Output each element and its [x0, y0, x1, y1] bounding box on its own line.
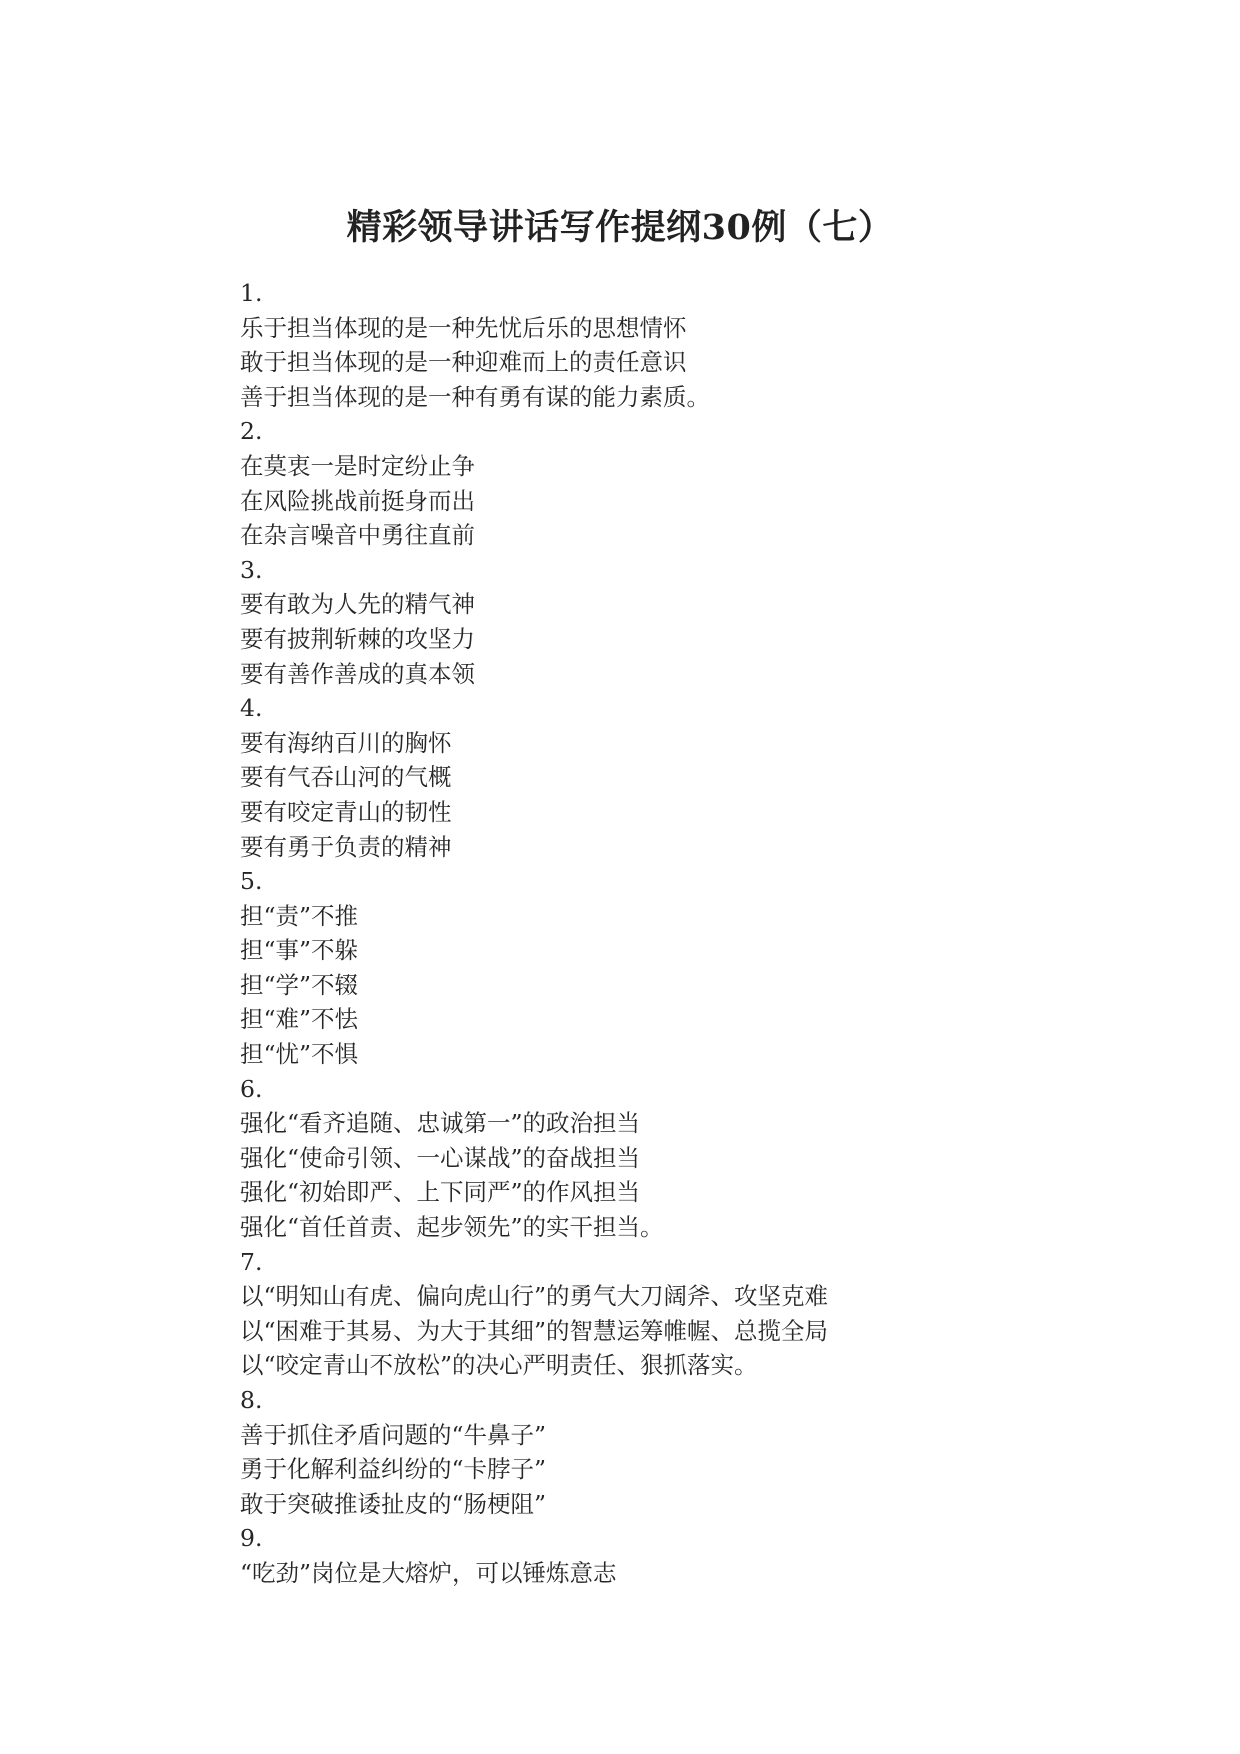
text-line: 要有气吞山河的气概 [240, 763, 452, 792]
text-line: 强化“首任首责、起步领先”的实干担当。 [240, 1213, 664, 1242]
text-line: 担“学”不辍 [240, 970, 359, 999]
text-line: 要有敢为人先的精气神 [240, 590, 475, 619]
text-line: 勇于化解利益纠纷的“卡脖子” [240, 1455, 547, 1484]
text-line: 以“咬定青山不放松”的决心严明责任、狠抓落实。 [240, 1351, 758, 1380]
section-number: 7. [240, 1247, 263, 1276]
text-line: 要有勇于负责的精神 [240, 832, 452, 861]
text-line: 要有善作善成的真本领 [240, 659, 475, 688]
text-line: 强化“使命引领、一心谋战”的奋战担当 [240, 1143, 641, 1172]
text-line: 在莫衷一是时定纷止争 [240, 451, 475, 480]
text-line: 担“难”不怯 [240, 1005, 359, 1034]
text-line: 敢于突破推诿扯皮的“肠梗阻” [240, 1489, 547, 1518]
text-line: 敢于担当体现的是一种迎难而上的责任意识 [240, 348, 687, 377]
text-line: 担“责”不推 [240, 901, 359, 930]
section-number: 6. [240, 1074, 263, 1103]
section-number: 5. [240, 867, 263, 896]
text-line: 要有咬定青山的韧性 [240, 797, 452, 826]
text-line: “吃劲”岗位是大熔炉，可以锤炼意志 [240, 1558, 617, 1587]
page-title: 精彩领导讲话写作提纲30例（七） [346, 207, 894, 248]
section-number: 8. [240, 1386, 263, 1414]
text-line: 以“困难于其易、为大于其细”的智慧运筹帷幄、总揽全局 [240, 1316, 829, 1345]
text-line: 乐于担当体现的是一种先忧后乐的思想情怀 [240, 313, 687, 342]
section-number: 1. [240, 279, 263, 307]
document-body [240, 276, 1200, 1591]
text-line: 善于抓住矛盾问题的“牛鼻子” [240, 1420, 547, 1449]
text-line: 在风险挑战前挺身而出 [240, 486, 475, 515]
text-line: 要有披荆斩棘的攻坚力 [240, 624, 475, 653]
text-line: 在杂言噪音中勇往直前 [240, 521, 475, 550]
section-number: 3. [240, 555, 263, 584]
text-line: 强化“看齐追随、忠诚第一”的政治担当 [240, 1109, 641, 1138]
section-number: 4. [240, 694, 263, 723]
text-line: 要有海纳百川的胸怀 [240, 728, 452, 757]
text-line: 担“事”不躲 [240, 936, 359, 965]
section-number: 9. [240, 1524, 263, 1553]
text-line: 担“忧”不惧 [240, 1040, 359, 1069]
text-line: 善于担当体现的是一种有勇有谋的能力素质。 [240, 382, 710, 411]
text-line: 强化“初始即严、上下同严”的作风担当 [240, 1178, 641, 1207]
section-number: 2. [240, 417, 263, 446]
text-line: 以“明知山有虎、偏向虎山行”的勇气大刀阔斧、攻坚克难 [240, 1282, 829, 1311]
